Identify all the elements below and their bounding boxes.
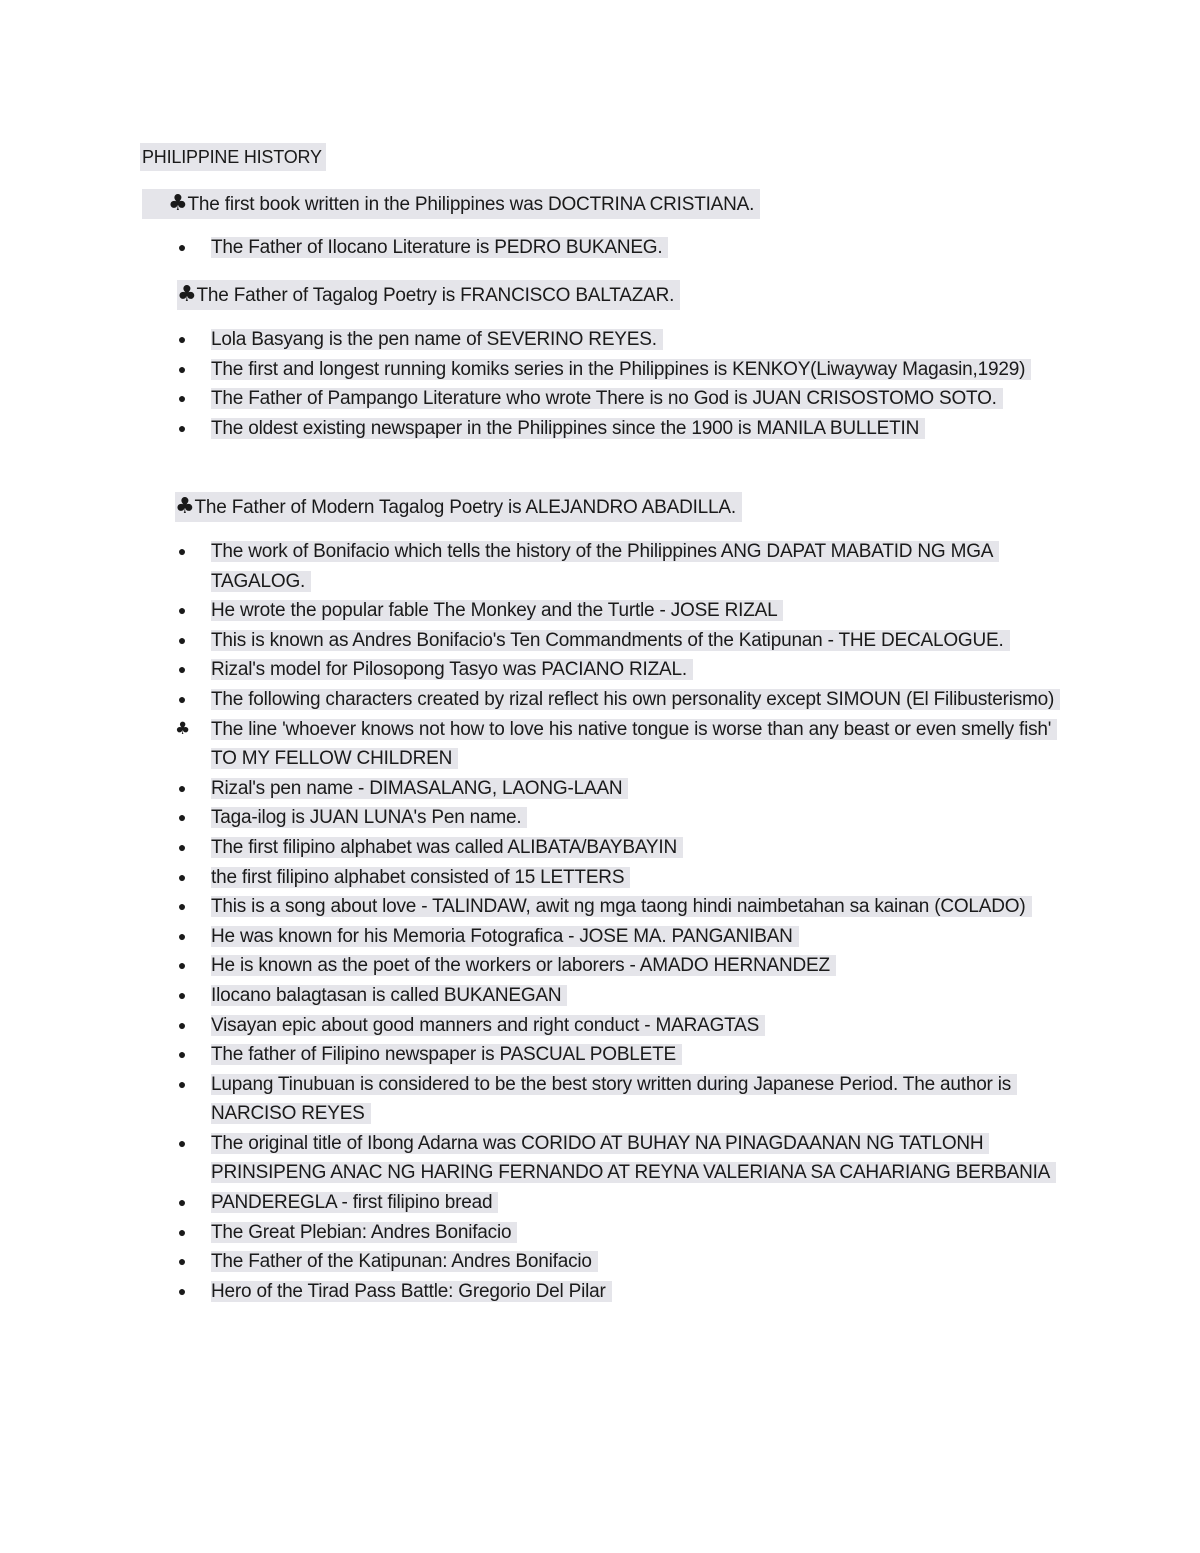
- bullet-icon: ●: [177, 331, 187, 347]
- bullet-icon: ●: [177, 957, 187, 974]
- list-item-text: the first filipino alphabet consisted of 15 LETTERS: [211, 867, 630, 888]
- list-item-text: The father of Filipino newspaper is PASCUAL POBLETE: [211, 1044, 682, 1065]
- bullet-icon: ●: [177, 1282, 187, 1299]
- list-item-text: Lupang Tinubuan is considered to be the best story written during Japanese Period. The author is NARCISO REYES: [211, 1074, 1017, 1125]
- bullet-icon: ●: [177, 898, 187, 915]
- list-item: [0, 922, 1071, 952]
- list-item-text: The oldest existing newspaper in the Philippines since the 1900 is MANILA BULLETIN: [211, 418, 925, 439]
- list-item: [0, 892, 1071, 922]
- list-item: [0, 1011, 1071, 1041]
- bullet-list-1: [0, 233, 1071, 263]
- list-item: [0, 384, 1071, 414]
- list-item: [0, 685, 1071, 715]
- list-item: [0, 596, 1071, 626]
- list-item-text: The Father of Ilocano Literature is PEDRO BUKANEG.: [211, 237, 668, 258]
- list-item-text: The original title of Ibong Adarna was CORIDO AT BUHAY NA PINAGDAANAN NG TATLONH PRINSIPENG ANAC NG HARING FERNANDO AT REYNA VALERIANA SA CAHARIANG BERBANIA: [211, 1133, 1056, 1184]
- bullet-icon: ●: [177, 661, 187, 678]
- list-item-text: Lola Basyang is the pen name of SEVERINO REYES.: [211, 329, 663, 350]
- bullet-icon: ●: [177, 690, 187, 707]
- list-item-text: Hero of the Tirad Pass Battle: Gregorio Del Pilar: [211, 1281, 612, 1302]
- list-item: [0, 537, 1071, 596]
- bullet-icon: ●: [177, 809, 187, 826]
- list-item-text: PANDEREGLA - first filipino bread: [211, 1192, 498, 1213]
- club-item-text: The first book written in the Philippines was DOCTRINA CRISTIANA.: [187, 194, 755, 215]
- list-item: [0, 774, 1071, 804]
- list-item: [0, 951, 1071, 981]
- club-item-first-book: [142, 189, 760, 219]
- club-item-tagalog-poetry: [177, 280, 680, 310]
- list-item: [0, 1129, 1071, 1188]
- list-item-text: Visayan epic about good manners and right conduct - MARAGTAS: [211, 1015, 765, 1036]
- club-bullet-icon: ♣: [168, 191, 188, 216]
- list-item: [0, 1040, 1071, 1070]
- list-item: [0, 1247, 1071, 1277]
- list-item-text: Taga-ilog is JUAN LUNA's Pen name.: [211, 807, 527, 828]
- list-item-text: He is known as the poet of the workers or laborers - AMADO HERNANDEZ: [211, 955, 836, 976]
- list-item-text: Rizal's pen name - DIMASALANG, LAONG-LAAN: [211, 778, 628, 799]
- bullet-list-2: [0, 325, 1071, 443]
- list-item-text: He was known for his Memoria Fotografica - JOSE MA. PANGANIBAN: [211, 926, 799, 947]
- list-item-text: The first and longest running komiks series in the Philippines is KENKOY(Liwayway Magasin,1929): [211, 359, 1031, 380]
- bullet-icon: ●: [177, 868, 187, 885]
- bullet-list-3: [0, 537, 1071, 1306]
- list-item: [0, 414, 1071, 444]
- bullet-icon: ●: [177, 1194, 187, 1211]
- list-item-text: The Great Plebian: Andres Bonifacio: [211, 1222, 517, 1243]
- list-item-text: The Father of Pampango Literature who wrote There is no God is JUAN CRISOSTOMO SOTO.: [211, 388, 1003, 409]
- bullet-icon: ●: [177, 927, 187, 944]
- bullet-icon: ●: [177, 543, 187, 559]
- list-item: [0, 715, 1071, 774]
- list-item-text: The Father of the Katipunan: Andres Bonifacio: [211, 1251, 598, 1272]
- bullet-icon: ●: [177, 602, 187, 619]
- list-item: [0, 1218, 1071, 1248]
- bullet-icon: ●: [177, 390, 187, 407]
- list-item: [0, 1277, 1071, 1307]
- list-item: [0, 981, 1071, 1011]
- list-item-text: Rizal's model for Pilosopong Tasyo was PACIANO RIZAL.: [211, 659, 693, 680]
- list-item: [0, 863, 1071, 893]
- page-title: PHILIPPINE HISTORY: [140, 143, 326, 171]
- list-item: [0, 833, 1071, 863]
- list-item: [0, 803, 1071, 833]
- bullet-icon: ●: [177, 239, 187, 255]
- list-item: [0, 626, 1071, 656]
- list-item-text: The line 'whoever knows not how to love his native tongue is worse than any beast or even smelly fish' TO MY FELLOW CHILDREN: [211, 719, 1057, 770]
- club-bullet-icon: ♣: [175, 494, 195, 519]
- club-item-modern-tagalog-poetry: [175, 492, 742, 522]
- bullet-icon: ●: [177, 986, 187, 1003]
- bullet-icon: ●: [177, 631, 187, 648]
- club-bullet-icon: ♣: [177, 282, 197, 307]
- list-item: [0, 655, 1071, 685]
- list-item: [0, 1188, 1071, 1218]
- bullet-icon: ●: [177, 360, 187, 377]
- list-item-text: The following characters created by rizal reflect his own personality except SIMOUN (El Filibusterismo): [211, 689, 1060, 710]
- club-item-text: The Father of Modern Tagalog Poetry is ALEJANDRO ABADILLA.: [194, 497, 736, 518]
- bullet-icon: ●: [177, 1223, 187, 1240]
- list-item: [0, 355, 1071, 385]
- list-item-text: This is known as Andres Bonifacio's Ten Commandments of the Katipunan - THE DECALOGUE.: [211, 630, 1010, 651]
- list-item: [0, 233, 1071, 263]
- bullet-icon: ●: [177, 1046, 187, 1063]
- bullet-icon: ●: [177, 838, 187, 855]
- list-item-text: Ilocano balagtasan is called BUKANEGAN: [211, 985, 567, 1006]
- club-item-text: The Father of Tagalog Poetry is FRANCISCO BALTAZAR.: [196, 285, 675, 306]
- bullet-icon: ●: [177, 779, 187, 796]
- list-item-text: The first filipino alphabet was called ALIBATA/BAYBAYIN: [211, 837, 683, 858]
- club-bullet-icon: ♣: [175, 718, 191, 739]
- bullet-icon: ●: [177, 1134, 187, 1151]
- list-item: [0, 1070, 1071, 1129]
- bullet-icon: ●: [177, 419, 187, 436]
- list-item-text: The work of Bonifacio which tells the history of the Philippines ANG DAPAT MABATID NG MGA TAGALOG.: [211, 541, 999, 592]
- bullet-icon: ●: [177, 1016, 187, 1033]
- list-item: [0, 325, 1071, 355]
- list-item-text: This is a song about love - TALINDAW, awit ng mga taong hindi naimbetahan sa kainan (COLADO): [211, 896, 1032, 917]
- bullet-icon: ●: [177, 1253, 187, 1270]
- bullet-icon: ●: [177, 1075, 187, 1092]
- list-item-text: He wrote the popular fable The Monkey and the Turtle - JOSE RIZAL: [211, 600, 783, 621]
